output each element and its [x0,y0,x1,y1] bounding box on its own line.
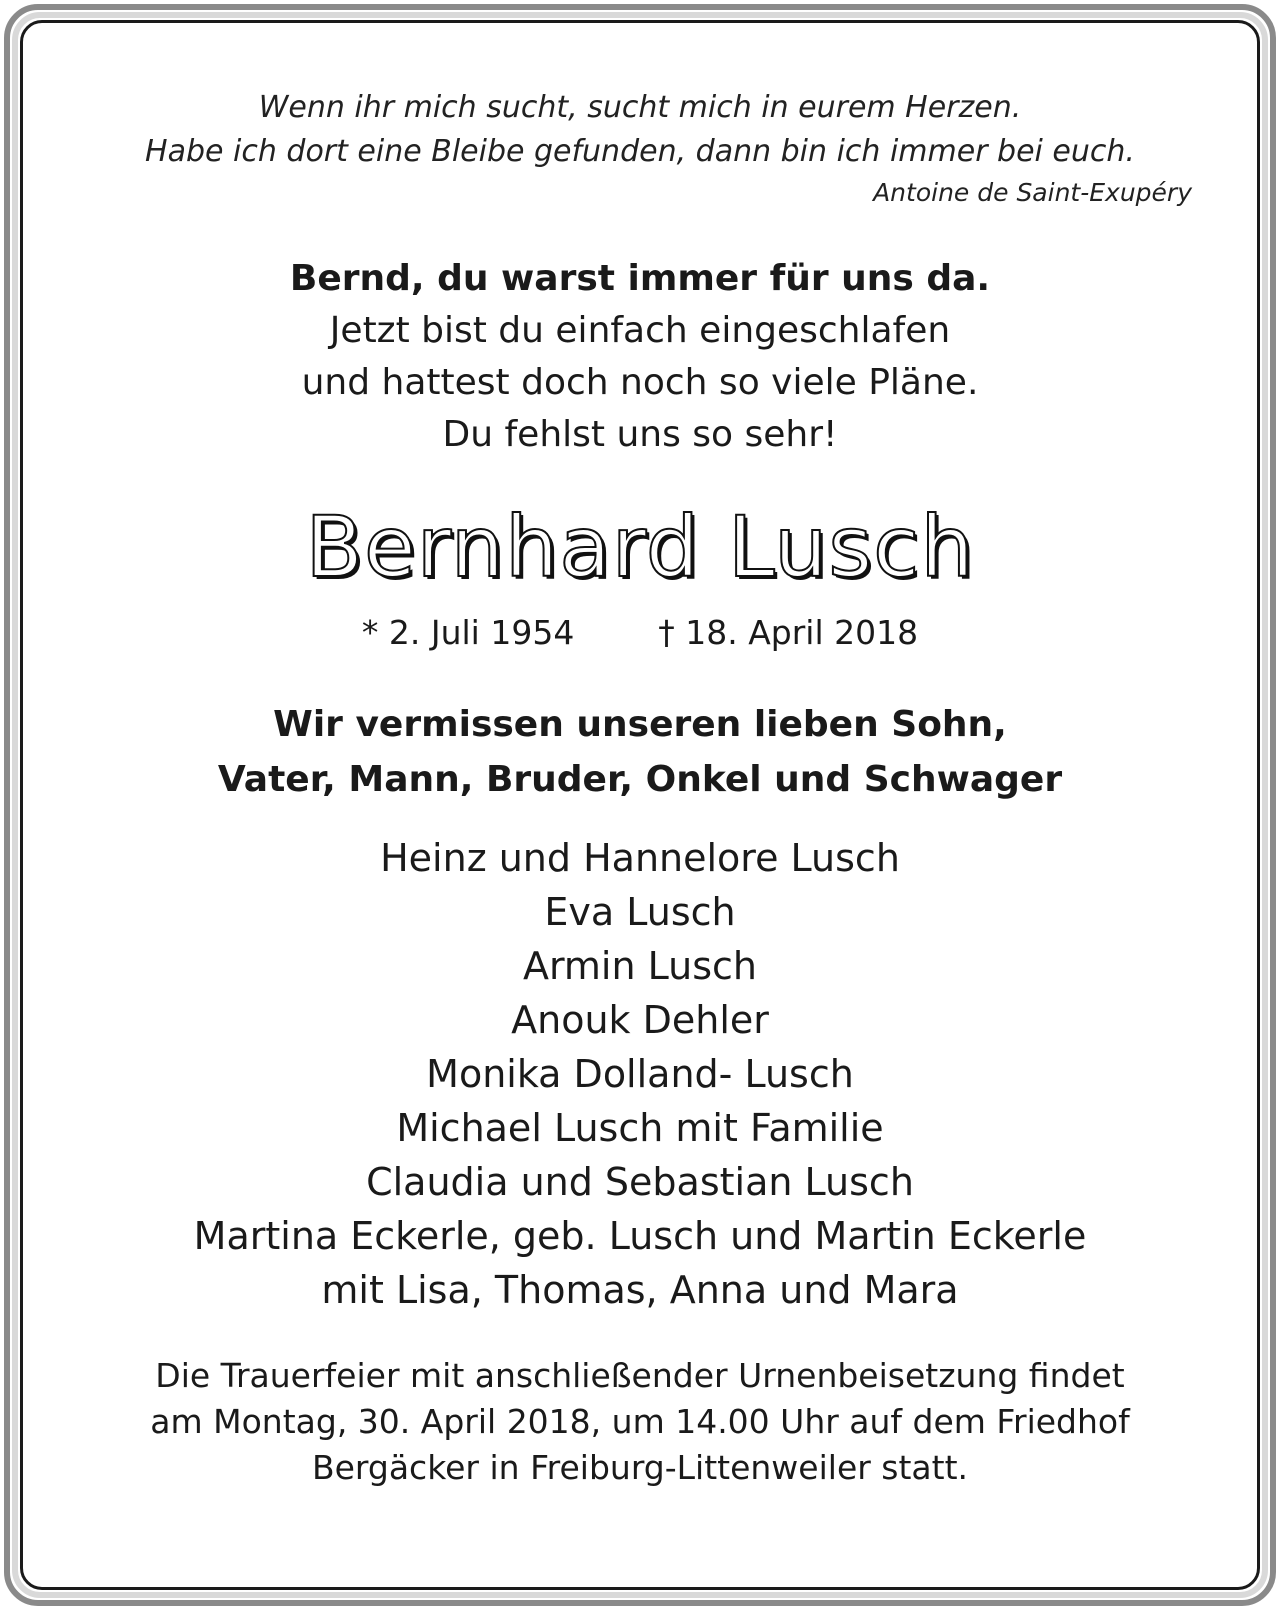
mourner-name: Armin Lusch [522,944,758,988]
mourner-name: Anouk Dehler [511,998,769,1042]
mourner-name: mit Lisa, Thomas, Anna und Mara [321,1268,959,1312]
motto-quote [24,86,1256,174]
funeral-notice [24,1353,1256,1491]
family-heading [24,697,1256,807]
birth-date: * 2. Juli 1954 [361,613,575,652]
life-dates [24,611,1256,655]
motto-line: Habe ich dort eine Bleibe gefunden, dann bin ich immer bei euch. [145,134,1135,169]
obituary-content [24,24,1256,1491]
tribute-lead: Bernd, du warst immer für uns da. [289,258,991,299]
mourner-name: Eva Lusch [544,890,736,934]
mourner-name: Monika Dolland- Lusch [426,1052,854,1096]
notice-line: Die Trauerfeier mit anschließender Urnenbeisetzung findet [155,1356,1125,1395]
family-heading-line: Vater, Mann, Bruder, Onkel und Schwager [217,759,1063,800]
motto-line: Wenn ihr mich sucht, sucht mich in eurem Herzen. [258,90,1022,125]
tribute-line: und hattest doch noch so viele Pläne. [301,362,979,403]
mourner-name: Claudia und Sebastian Lusch [366,1160,914,1204]
notice-line: Bergäcker in Freiburg-Littenweiler statt. [311,1448,969,1487]
death-date: † 18. April 2018 [658,613,919,652]
notice-line: am Montag, 30. April 2018, um 14.00 Uhr auf dem Friedhof [150,1402,1130,1441]
tribute-line: Jetzt bist du einfach eingeschlafen [329,310,951,351]
mourner-name: Heinz und Hannelore Lusch [380,836,900,880]
mourner-name: Martina Eckerle, geb. Lusch und Martin Eckerle [193,1214,1087,1258]
family-heading-line: Wir vermissen unseren lieben Sohn, [273,704,1007,745]
quote-attribution: Antoine de Saint-Exupéry [873,178,1192,207]
mourners-list [24,831,1256,1317]
mourner-name: Michael Lusch mit Familie [396,1106,884,1150]
tribute-text [24,253,1256,461]
tribute-line: Du fehlst uns so sehr! [442,414,838,455]
deceased-name: Bernhard Lusch [305,498,975,596]
